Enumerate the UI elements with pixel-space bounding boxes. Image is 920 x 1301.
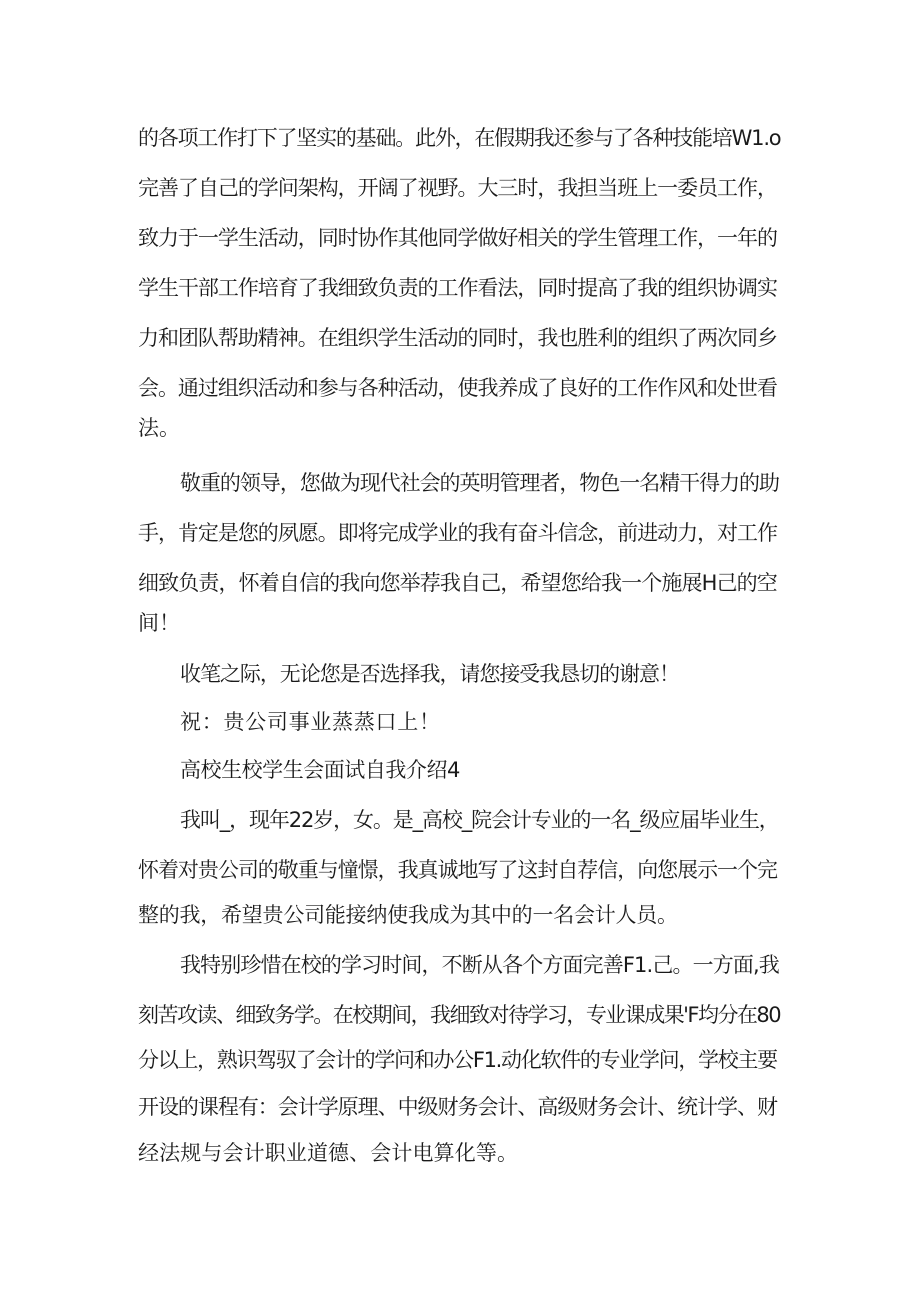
text-line: 收笔之际，无论您是否选择我，请您接受我恳切的谢意！ <box>180 662 679 686</box>
section-heading: 高校生校学生会面试自我介绍4 <box>180 758 460 782</box>
text-line: 完善了自己的学问架构，开阔了视野。大三时，我担当班上一委员工作， <box>138 176 777 200</box>
text-line: 学生干部工作培育了我细致负责的工作看法，同时提高了我的组织协调实 <box>138 276 777 300</box>
text-line: 刻苦攻读、细致务学。在校期间，我细致对待学习，专业课成果'F均分在80 <box>138 1003 781 1027</box>
text-line: 分以上，熟识驾驭了会计的学问和办公F1.动化软件的专业学问，学校主要 <box>138 1048 777 1072</box>
text-line: 我叫_，现年22岁，女。是_高校_院会计专业的一名_级应届毕业生， <box>180 808 779 832</box>
text-line: 整的我，希望贵公司能接纳使我成为其中的一名会计人员。 <box>138 903 678 927</box>
text-line: 祝：贵公司事业蒸蒸口上！ <box>180 710 441 734</box>
text-line: 的各项工作打下了坚实的基础。此外，在假期我还参与了各种技能培W1.o <box>138 126 781 150</box>
text-line: 我特别珍惜在校的学习时间，不断从各个方面完善F1.己。一方面,我 <box>180 953 779 977</box>
text-line: 致力于一学生活动，同时协作其他同学做好相关的学生管理工作，一年的 <box>138 226 777 250</box>
text-line: 敬重的领导，您做为现代社会的英明管理者，物色一名精干得力的助 <box>180 471 779 495</box>
text-line: 力和团队帮助精神。在组织学生活动的同时，我也胜利的组织了两次同乡 <box>138 326 777 350</box>
text-line: 手，肯定是您的夙愿。即将完成学业的我有奋斗信念，前进动力，对工作 <box>138 521 777 545</box>
text-line: 经法规与会计职业道德、会计电算化等。 <box>138 1141 519 1165</box>
text-line: 怀着对贵公司的敬重与憧憬，我真诚地写了这封自荐信，向您展示一个完 <box>138 858 777 882</box>
text-line: 间！ <box>138 611 180 635</box>
text-line: 开设的课程有：会计学原理、中级财务会计、高级财务会计、统计学、财 <box>138 1095 777 1119</box>
text-line: 法。 <box>138 416 180 440</box>
text-line: 会。通过组织活动和参与各种活动，使我养成了良好的工作作风和处世看 <box>138 376 777 400</box>
text-line: 细致负责，怀着自信的我向您举荐我自己，希望您给我一个施展H己的空 <box>138 571 777 595</box>
